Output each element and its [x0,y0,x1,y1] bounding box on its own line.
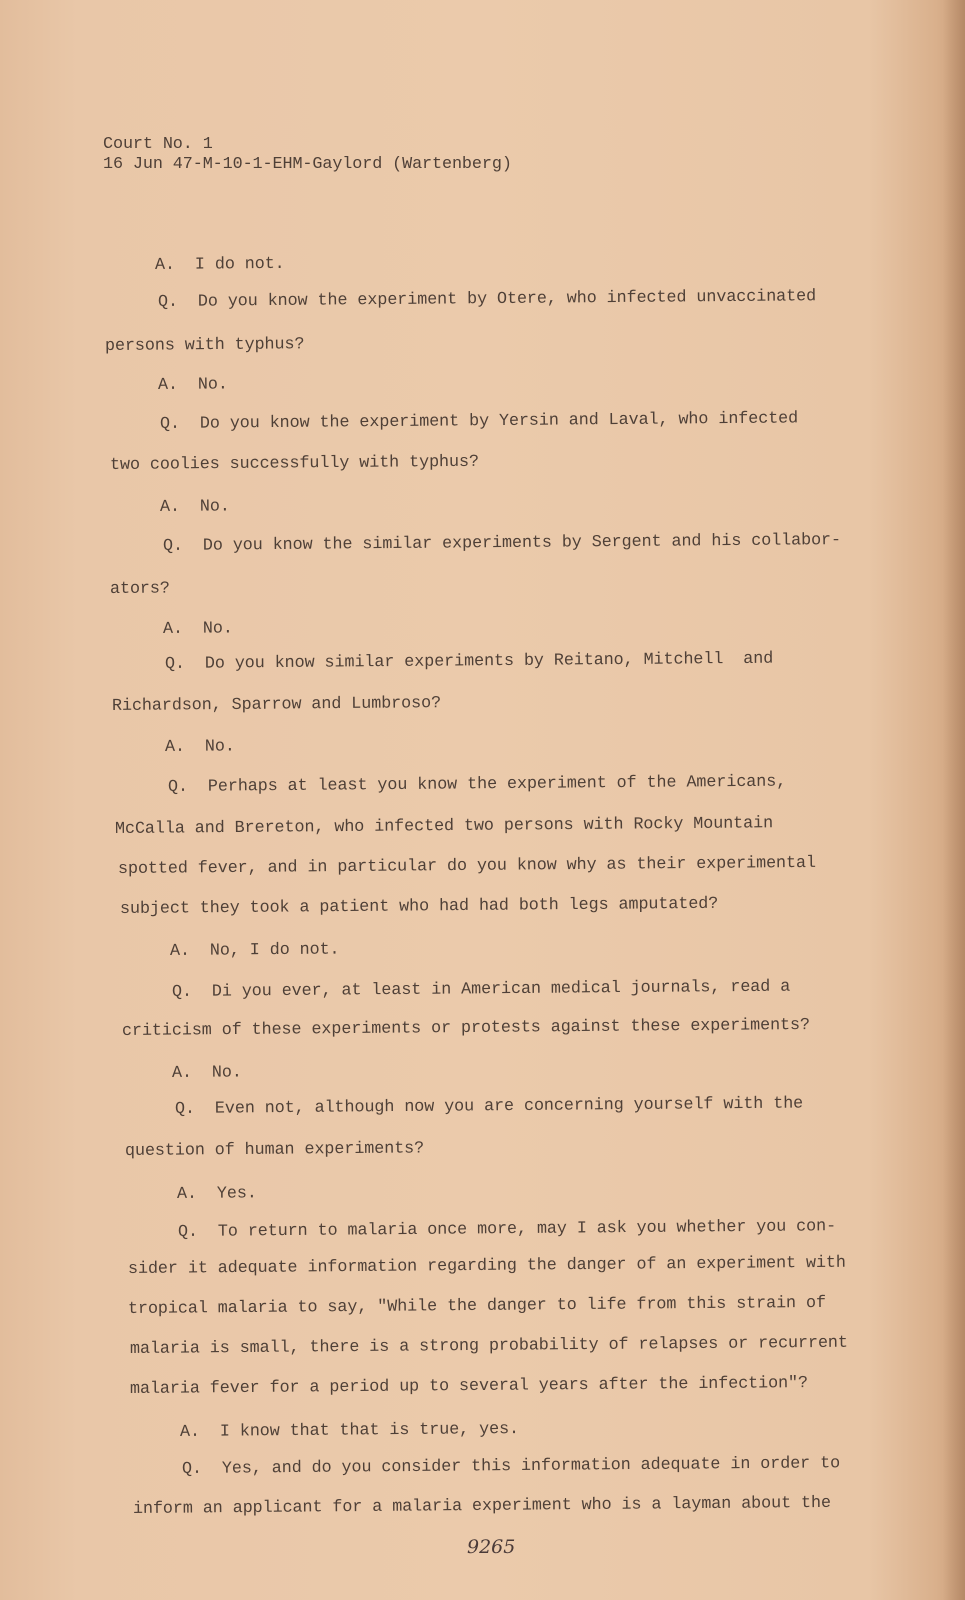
transcript-line: A. No. [164,737,235,757]
transcript-line: A. No. [171,1063,242,1083]
transcript-line: malaria is small, there is a strong probability of relapses or recurrent [129,1333,848,1359]
transcript-line: A. No. [159,497,230,517]
transcript-line: Q. To return to malaria once more, may I ask you whether you con- [177,1217,837,1242]
transcript-line: criticism of these experiments or protests against these experiments? [121,1015,811,1041]
document-reference: 16 Jun 47-M-10-1-EHM-Gaylord (Wartenberg) [103,155,512,174]
transcript-line: A. I know that that is true, yes. [179,1420,520,1442]
transcript-line: malaria fever for a period up to several years after the infection"? [129,1374,809,1399]
transcript-line: Q. Perhaps at least you know the experiment of the Americans, [167,772,787,797]
transcript-line: inform an applicant for a malaria experiment who is a layman about the [132,1493,831,1519]
transcript-line: Q. Do you know the similar experiments by Sergent and his collabor- [162,531,842,556]
page-edge-shadow [943,0,965,1600]
transcript-line: McCalla and Brereton, who infected two persons with Rocky Mountain [114,814,774,839]
transcript-line: subject they took a patient who had had both legs amputated? [119,894,719,919]
transcript-line: A. No. [162,619,233,639]
transcript-line: A. No, I do not. [169,940,340,961]
transcript-line: sider it adequate information regarding the danger of an experiment with [127,1253,846,1279]
transcript-line: Q. Di you ever, at least in American medical journals, read a [171,977,791,1002]
transcript-line: Q. Do you know similar experiments by Reitano, Mitchell and [164,649,774,674]
transcript-line: Q. Do you know the experiment by Yersin and Laval, who infected [159,409,799,434]
transcript-line: A. I do not. [154,254,285,275]
transcript-line: persons with typhus? [104,335,305,356]
transcript-line: A. Yes. [176,1184,257,1204]
transcript-line: Q. Do you know the experiment by Otere, who infected unvaccinated [157,287,817,312]
transcript-line: two coolies successfully with typhus? [109,452,479,475]
transcript-line: question of human experiments? [124,1139,425,1161]
transcript-line: A. No. [157,375,228,395]
transcript-line: Richardson, Sparrow and Lumbroso? [111,694,442,716]
transcript-line: Q. Yes, and do you consider this information adequate in order to [181,1454,841,1479]
transcript-line: Q. Even not, although now you are concerning yourself with the [174,1094,804,1119]
transcript-line: tropical malaria to say, "While the danger to life from this strain of [127,1293,826,1319]
court-number: Court No. 1 [103,135,213,154]
transcript-line: spotted fever, and in particular do you know why as their experimental [117,853,816,879]
transcript-line: ators? [109,579,170,599]
page-number: 9265 [467,1536,516,1558]
